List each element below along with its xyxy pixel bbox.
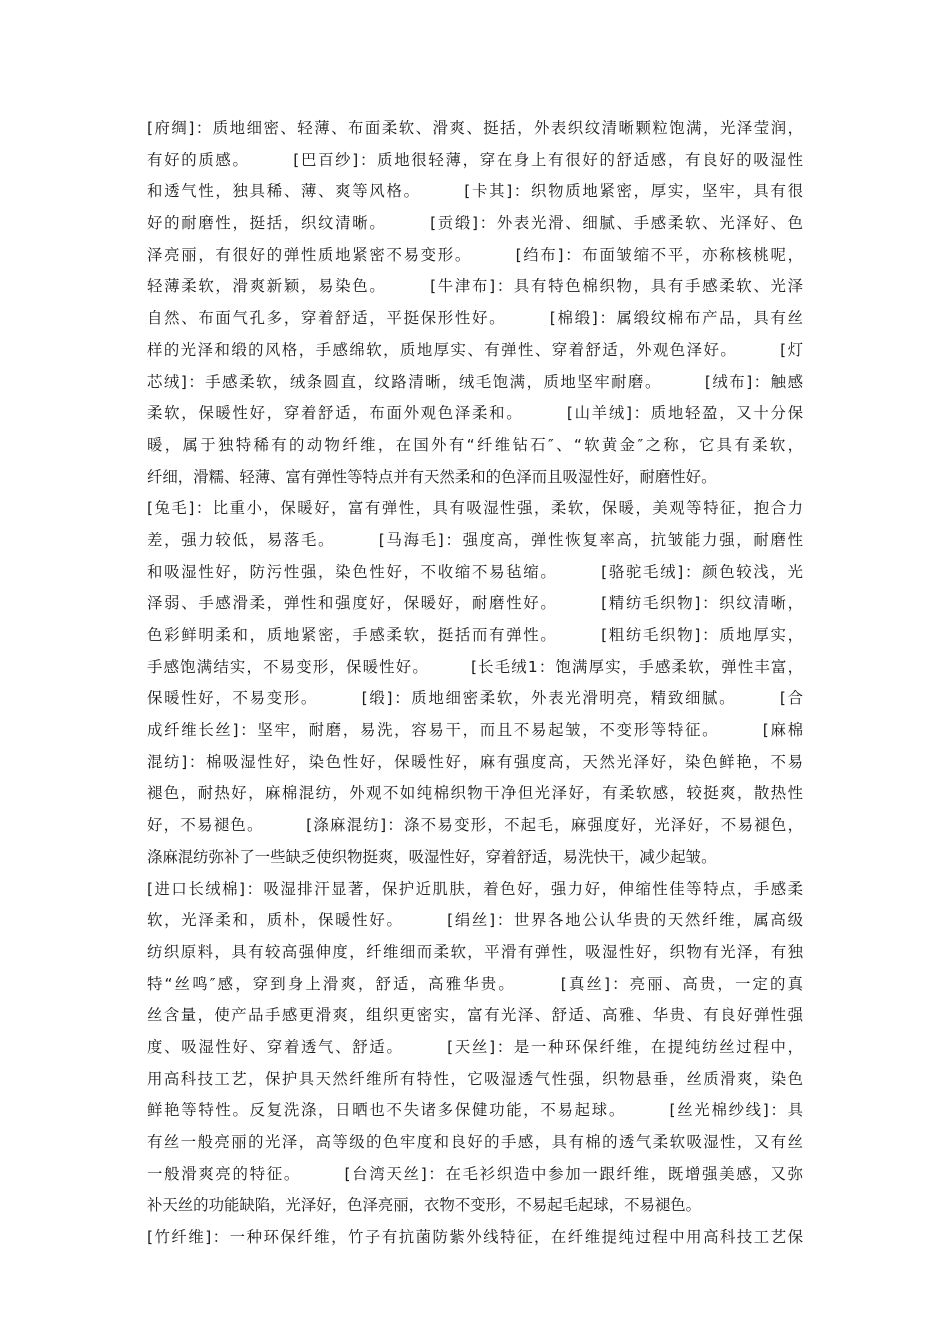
text-line: 一般滑爽亮的特征。 [台湾天丝]：在毛衫织造中参加一跟纤维，既增强美感，又弥 bbox=[147, 1164, 803, 1183]
text-line: 泽弱、手感滑柔，弹性和强度好，保暖好，耐磨性好。 [精纺毛织物]：织纹清晰， bbox=[147, 594, 803, 613]
text-line: 成纤维长丝]：坚牢，耐磨，易洗，容易干，而且不易起皱，不变形等特征。 [麻棉 bbox=[147, 721, 803, 740]
text-line: 和吸湿性好，防污性强，染色性好，不收缩不易毡缩。 [骆驼毛绒]：颜色较浅，光 bbox=[147, 562, 803, 581]
text-line: 自然、布面气孔多，穿着舒适，平挺保形性好。 [棉缎]：属缎纹棉布产品，具有丝 bbox=[147, 309, 803, 328]
text-line: 保暖性好，不易变形。 [缎]：质地细密柔软，外表光滑明亮，精致细腻。 [合 bbox=[147, 689, 803, 708]
text-line: 纺织原料，具有较高强伸度，纤维细而柔软，平滑有弹性，吸湿性好，织物有光泽，有独 bbox=[147, 942, 803, 961]
text-line: 样的光泽和缎的风格，手感绵软，质地厚实、有弹性、穿着舒适，外观色泽好。 [灯 bbox=[147, 340, 803, 359]
text-line: 好的耐磨性，挺括，织纹清晰。 [贡缎]：外表光滑、细腻、手感柔软、光泽好、色 bbox=[147, 214, 803, 233]
text-line: 暖，属于独特稀有的动物纤维，在国外有“纤维钻石″、“软黄金″之称，它具有柔软， bbox=[147, 435, 803, 454]
text-line: 度、吸湿性好、穿着透气、舒适。 [天丝]：是一种环保纤维，在提纯纺丝过程中， bbox=[147, 1037, 803, 1056]
text-line: 色彩鲜明柔和，质地紧密，手感柔软，挺括而有弹性。 [粗纺毛织物]：质地厚实， bbox=[147, 626, 803, 644]
text-line: 纤细，滑糯、轻薄、富有弹性等特点并有天然柔和的色泽而且吸湿性好，耐磨性好。 bbox=[147, 467, 717, 486]
text-line: [进口长绒棉]：吸湿排汗显著，保护近肌肤，着色好，强力好，伸缩性佳等特点，手感柔 bbox=[147, 879, 803, 898]
body-text bbox=[147, 113, 803, 1254]
text-line: [竹纤维]：一种环保纤维，竹子有抗菌防紫外线特征，在纤维提纯过程中用高科技工艺保 bbox=[147, 1228, 803, 1247]
text-line: 有丝一般亮丽的光泽，高等级的色牢度和良好的手感，具有棉的透气柔软吸湿性，又有丝 bbox=[147, 1133, 803, 1151]
text-line: [府绸]：质地细密、轻薄、布面柔软、滑爽、挺括，外表织纹清晰颗粒饱满，光泽莹润， bbox=[147, 119, 803, 137]
text-line: 丝含量，使产品手感更滑爽，组织更密实，富有光泽、舒适、高雅、华贵、有良好弹性强 bbox=[147, 1006, 803, 1025]
text-line: 手感饱满结实，不易变形，保暖性好。 [长毛绒1：饱满厚实，手感柔软，弹性丰富， bbox=[147, 657, 803, 676]
text-line: 用高科技工艺，保护具天然纤维所有特性，它吸湿透气性强，织物悬垂，丝质滑爽，染色 bbox=[147, 1069, 803, 1088]
text-line: 泽亮丽，有很好的弹性质地紧密不易变形。 [绉布]：布面皱缩不平，亦称核桃呢， bbox=[147, 245, 803, 264]
text-line: 差，强力较低，易落毛。 [马海毛]：强度高，弹性恢复率高，抗皱能力强，耐磨性 bbox=[147, 530, 803, 549]
text-line: 芯绒]：手感柔软，绒条圆直，纹路清晰，绒毛饱满，质地坚牢耐磨。 [绒布]：触感 bbox=[147, 372, 803, 391]
text-line: 和透气性，独具稀、薄、爽等风格。 [卡其]：织物质地紧密，厚实，坚牢，具有很 bbox=[147, 182, 803, 201]
text-line: 软，光泽柔和，质朴，保暖性好。 [绢丝]：世界各地公认华贵的天然纤维，属高级 bbox=[147, 911, 803, 930]
text-line: 混纺]：棉吸湿性好，染色性好，保暖性好，麻有强度高，天然光泽好，染色鲜艳，不易 bbox=[147, 752, 803, 771]
text-line: 鲜艳等特性。反复洗涤，日晒也不失诸多保健功能，不易起球。 [丝光棉纱线]：具 bbox=[147, 1101, 803, 1120]
text-line: 轻薄柔软，滑爽新颖，易染色。 [牛津布]：具有特色棉织物，具有手感柔软、光泽 bbox=[147, 277, 803, 296]
text-line: 柔软，保暖性好，穿着舒适，布面外观色泽柔和。 [山羊绒]：质地轻盈，又十分保 bbox=[147, 404, 803, 423]
text-line: 特“丝鸣″感，穿到身上滑爽，舒适，高雅华贵。 [真丝]：亮丽、高贵，一定的真 bbox=[147, 974, 803, 993]
text-line: [兔毛]：比重小，保暖好，富有弹性，具有吸湿性强，柔软，保暖，美观等特征，抱合力 bbox=[147, 499, 803, 518]
text-line: 补天丝的功能缺陷，光泽好，色泽亮丽，衣物不变形，不易起毛起球，不易褪色。 bbox=[147, 1196, 702, 1215]
text-line: 涤麻混纺弥补了一些缺乏使织物挺爽，吸湿性好，穿着舒适，易洗快干，减少起皱。 bbox=[147, 847, 717, 866]
text-line: 褪色，耐热好，麻棉混纺，外观不如纯棉织物干净但光泽好，有柔软感，较挺爽，散热性 bbox=[147, 784, 803, 803]
text-line: 好，不易褪色。 [涤麻混纺]：涤不易变形，不起毛，麻强度好，光泽好，不易褪色， bbox=[147, 816, 803, 835]
text-line: 有好的质感。 [巴百纱]：质地很轻薄，穿在身上有很好的舒适感，有良好的吸湿性 bbox=[147, 150, 803, 169]
